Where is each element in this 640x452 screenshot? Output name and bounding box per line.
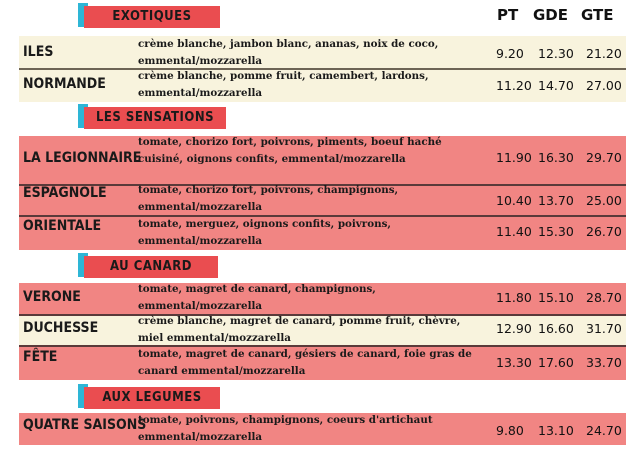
item-name: FÊTE — [23, 349, 58, 365]
price-gde: 15.10 — [538, 290, 574, 305]
price-gde: 13.10 — [538, 423, 574, 438]
price-header-gde: GDE — [533, 6, 569, 24]
price-header-pt: PT — [497, 6, 519, 24]
menu-item-quatre-saisons — [19, 412, 626, 446]
price-header-gte: GTE — [581, 6, 614, 24]
menu-item-la-legionnaire — [19, 134, 626, 184]
price-gde: 12.30 — [538, 46, 574, 61]
item-ingredients: tomate, magret de canard, champignons, emmental/mozzarella — [138, 283, 376, 312]
menu-item-normande — [19, 68, 626, 102]
price-gde: 15.30 — [538, 224, 574, 239]
menu-item-iles — [19, 36, 626, 70]
item-name: LA LEGIONNAIRE — [23, 150, 142, 166]
price-pt: 9.80 — [496, 423, 524, 438]
menu-item-verone — [19, 281, 626, 315]
price-gte: 26.70 — [586, 224, 622, 239]
price-pt: 11.90 — [496, 150, 532, 165]
item-ingredients: crème blanche, magret de canard, pomme fruit, chèvre, miel emmental/mozzarella — [138, 315, 461, 344]
price-gde: 14.70 — [538, 78, 574, 93]
item-name: ILES — [23, 44, 54, 60]
price-gte: 29.70 — [586, 150, 622, 165]
price-gte: 24.70 — [586, 423, 622, 438]
item-ingredients: tomate, chorizo fort, poivrons, piments, boeuf haché cuisiné, oignons confits, emmental/mozzarella — [138, 136, 442, 165]
item-ingredients: crème blanche, jambon blanc, ananas, noix de coco, emmental/mozzarella — [138, 38, 439, 67]
menu-item-fete — [19, 346, 626, 380]
section-title: AU CANARD — [84, 256, 218, 278]
menu-item-espagnole — [19, 182, 626, 216]
item-name: DUCHESSE — [23, 320, 99, 336]
item-ingredients: tomate, poivrons, champignons, coeurs d'artichaut emmental/mozzarella — [138, 414, 433, 443]
price-gte: 31.70 — [586, 321, 622, 336]
section-title: LES SENSATIONS — [84, 107, 226, 129]
item-name: QUATRE SAISONS — [23, 417, 147, 433]
price-gte: 25.00 — [586, 193, 622, 208]
section-title: AUX LEGUMES — [84, 387, 220, 409]
item-name: VERONE — [23, 289, 81, 305]
price-pt: 10.40 — [496, 193, 532, 208]
price-pt: 11.40 — [496, 224, 532, 239]
price-gte: 27.00 — [586, 78, 622, 93]
price-pt: 13.30 — [496, 355, 532, 370]
menu-item-orientale — [19, 216, 626, 250]
menu-item-duchesse — [19, 313, 626, 347]
item-name: NORMANDE — [23, 76, 106, 92]
item-ingredients: tomate, chorizo fort, poivrons, champignons, emmental/mozzarella — [138, 184, 399, 213]
price-gde: 16.30 — [538, 150, 574, 165]
item-name: ORIENTALE — [23, 218, 102, 234]
item-ingredients: tomate, magret de canard, gésiers de canard, foie gras de canard emmental/mozzarella — [138, 348, 472, 377]
item-ingredients: tomate, merguez, oignons confits, poivrons, emmental/mozzarella — [138, 218, 391, 247]
price-pt: 12.90 — [496, 321, 532, 336]
price-pt: 11.20 — [496, 78, 532, 93]
price-gte: 28.70 — [586, 290, 622, 305]
item-name: ESPAGNOLE — [23, 185, 107, 201]
price-pt: 11.80 — [496, 290, 532, 305]
price-gde: 16.60 — [538, 321, 574, 336]
price-gde: 17.60 — [538, 355, 574, 370]
price-pt: 9.20 — [496, 46, 524, 61]
price-gte: 21.20 — [586, 46, 622, 61]
item-ingredients: crème blanche, pomme fruit, camembert, lardons, emmental/mozzarella — [138, 70, 429, 99]
section-title: EXOTIQUES — [84, 6, 220, 28]
price-gde: 13.70 — [538, 193, 574, 208]
price-gte: 33.70 — [586, 355, 622, 370]
